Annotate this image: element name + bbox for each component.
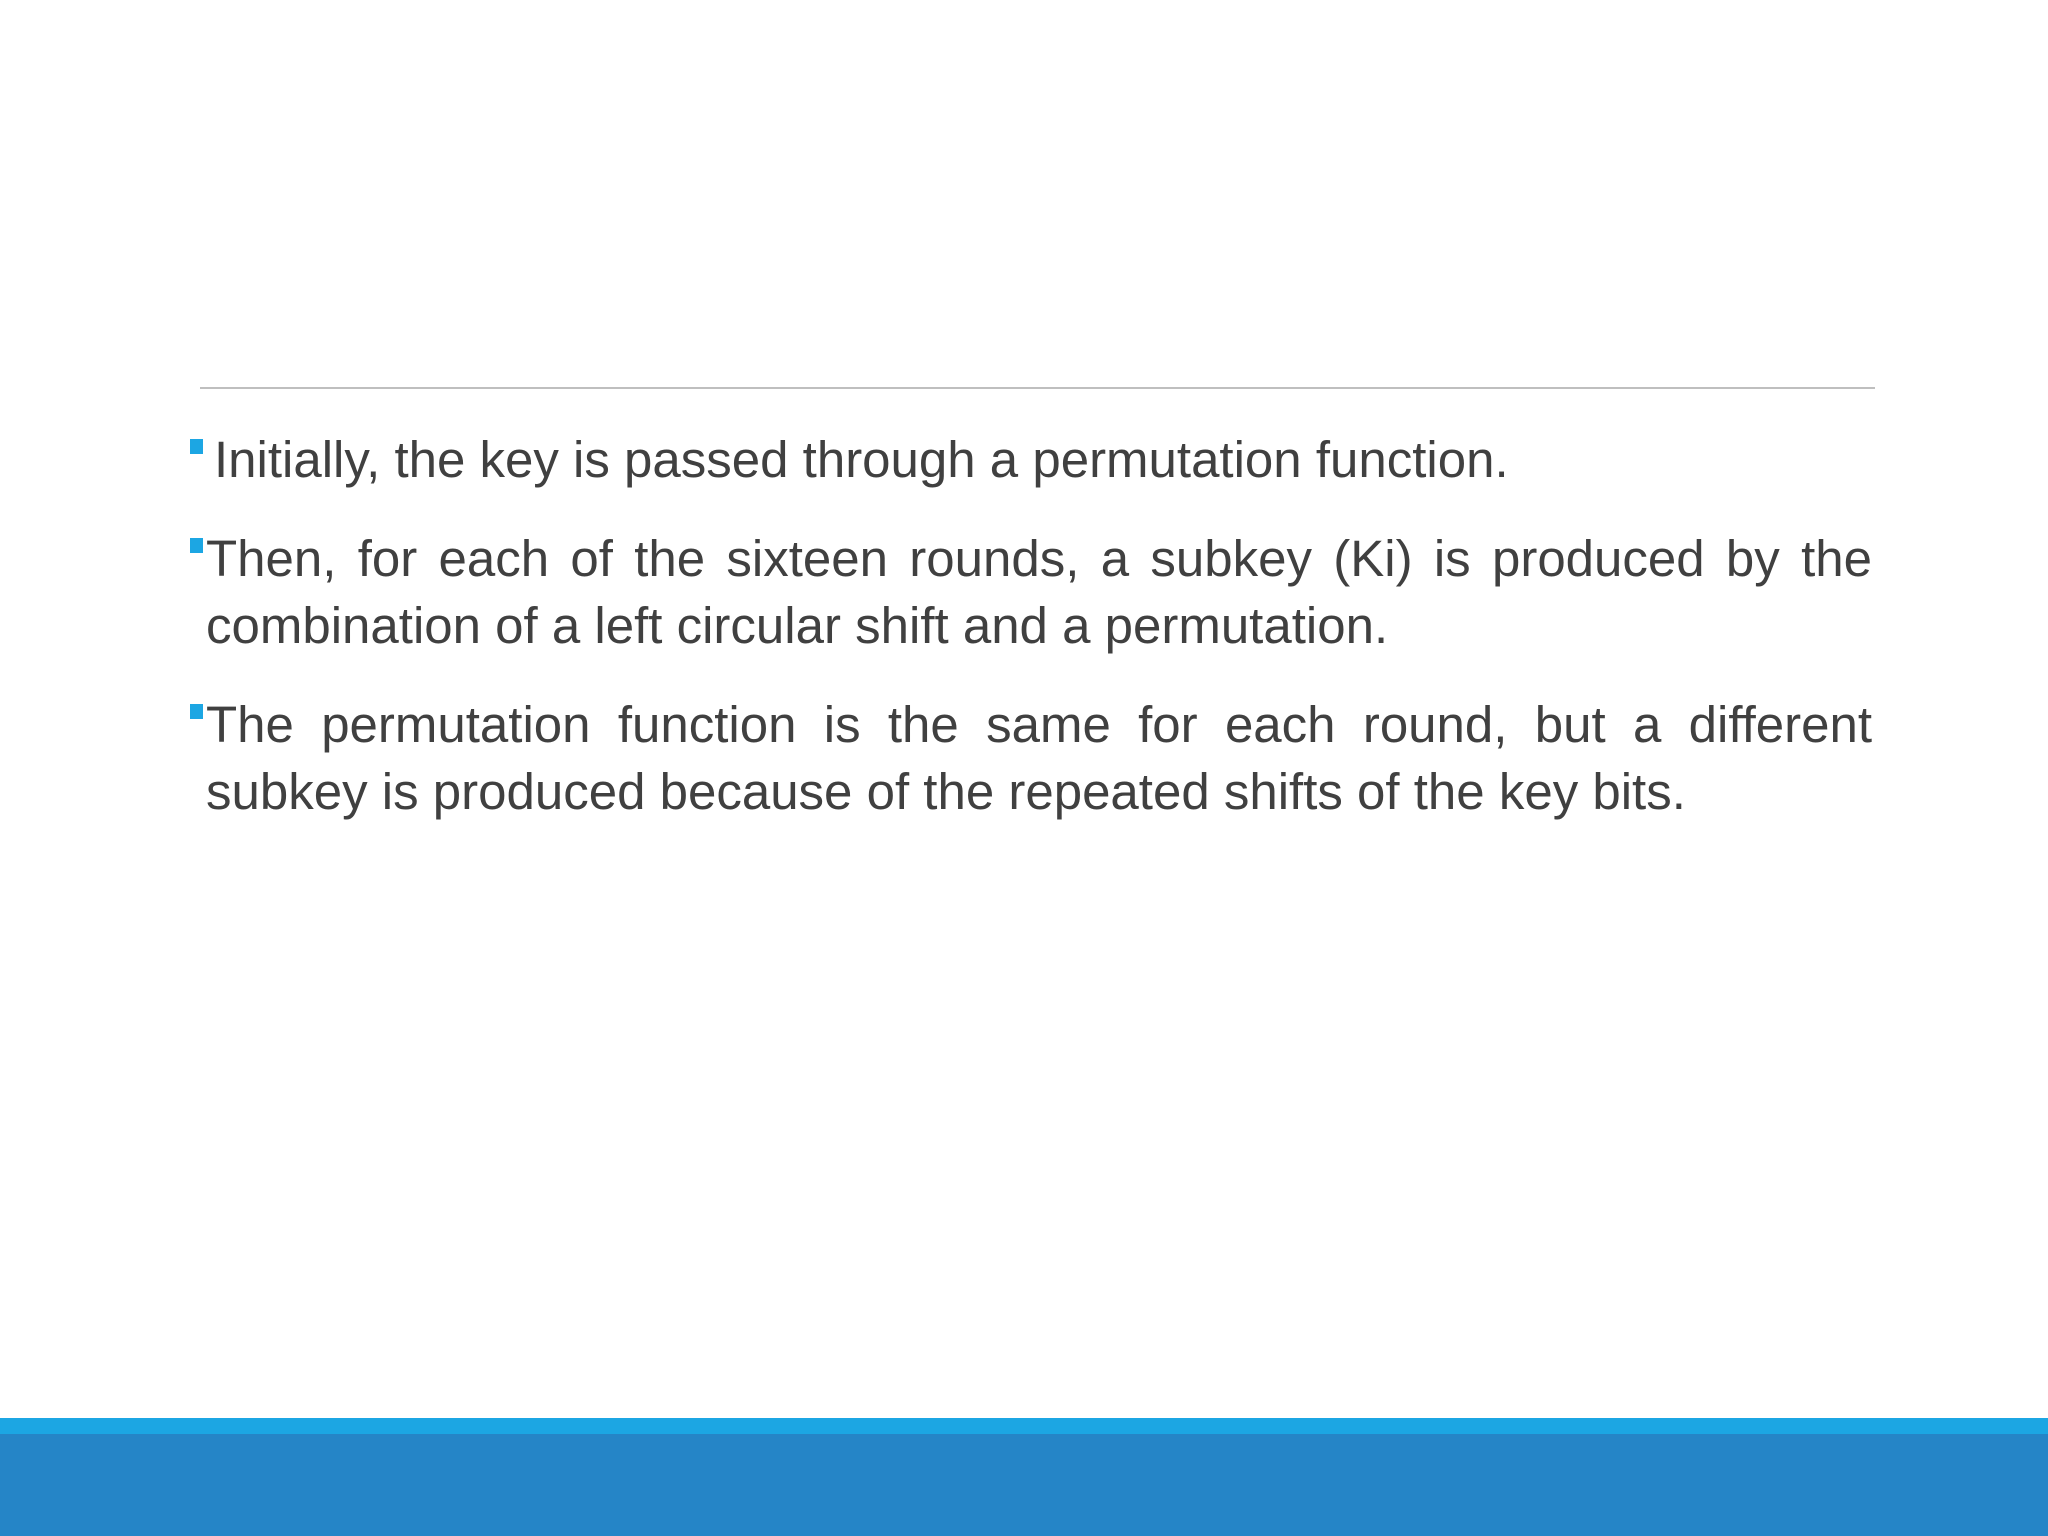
footer-accent-bar <box>0 1418 2048 1434</box>
bullet-item <box>188 426 1872 493</box>
bullet-marker-icon <box>190 538 203 553</box>
bullet-text: Initially, the key is passed through a permutation function. <box>214 431 1509 488</box>
bullet-text: Then, for each of the sixteen rounds, a subkey (Ki) is produced by the combination of a left circular shift and a permutation. <box>206 530 1872 654</box>
bullet-item <box>188 525 1872 659</box>
bullet-marker-icon <box>190 704 203 719</box>
bullet-item <box>188 691 1872 825</box>
title-divider <box>200 387 1875 389</box>
bullet-text: The permutation function is the same for each round, but a different subkey is produced because of the repeated shifts of the key bits. <box>206 696 1872 820</box>
bullet-list <box>188 426 1872 857</box>
footer-bar <box>0 1434 2048 1536</box>
bullet-marker-icon <box>190 439 203 454</box>
